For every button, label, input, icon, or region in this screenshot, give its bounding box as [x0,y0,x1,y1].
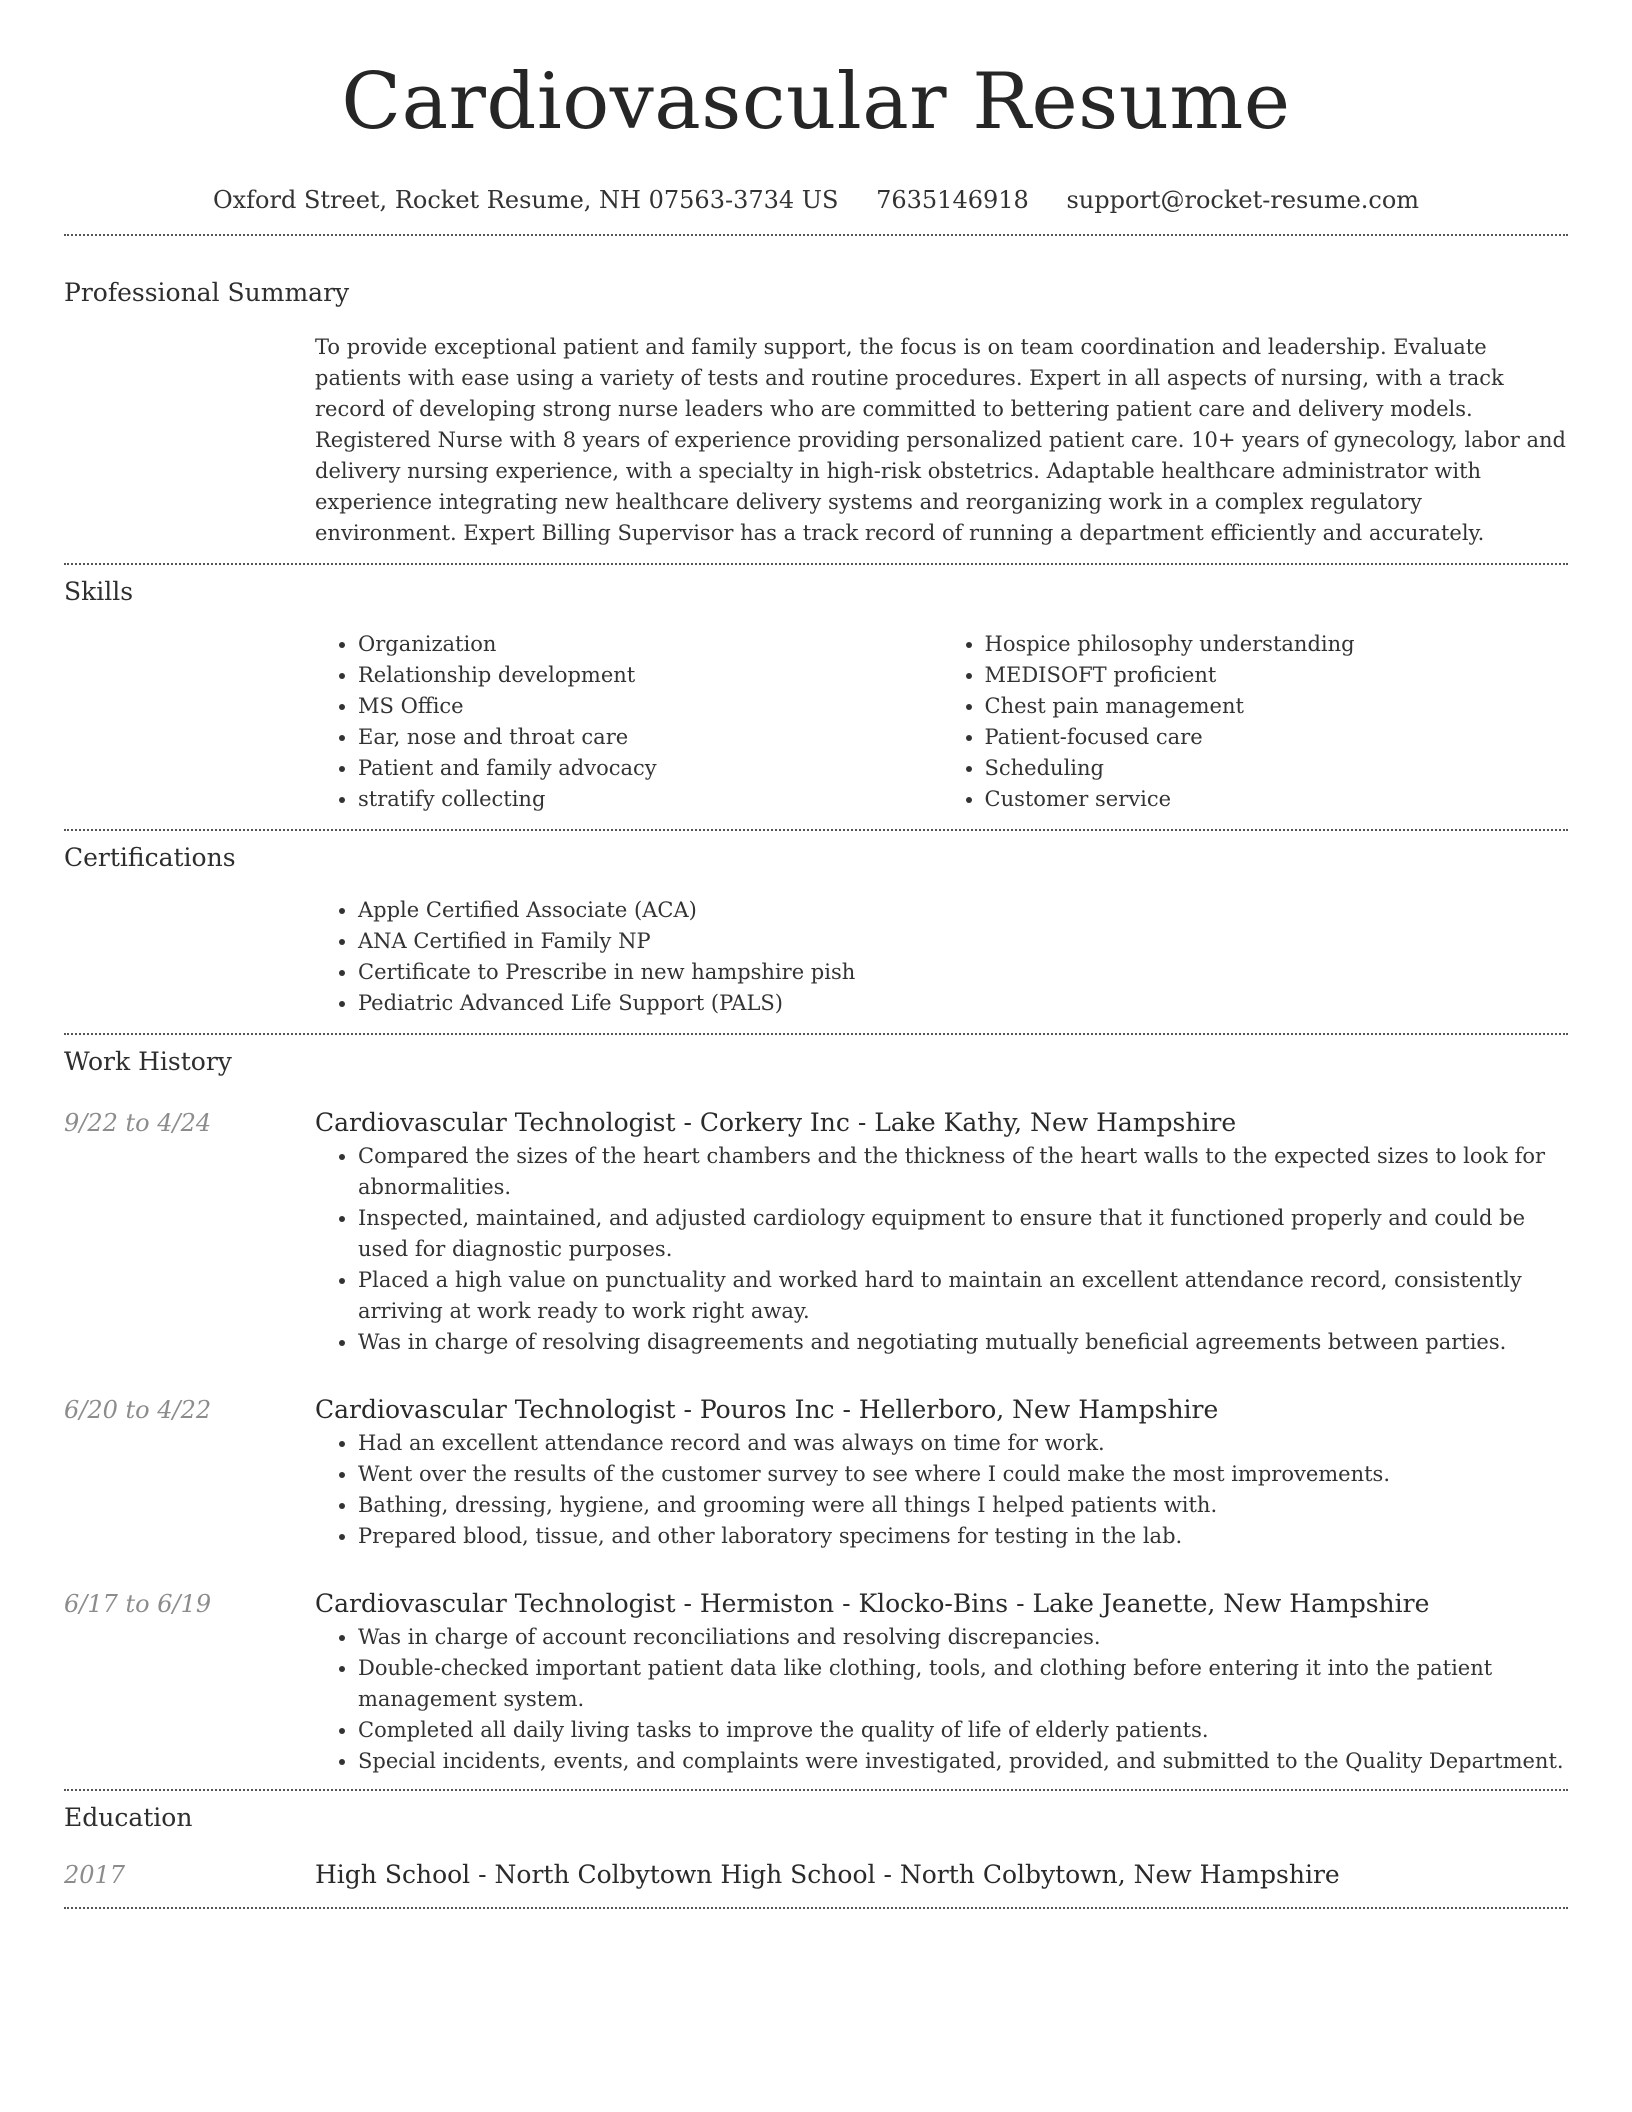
job-entry [64,1105,1568,1358]
certifications-list [315,895,1568,1019]
skill-item: • Customer service [985,784,1569,815]
skill-item: • Chest pain management [985,691,1569,722]
work-history-heading: Work History [64,1047,232,1076]
job-bullet: • Completed all daily living tasks to improve the quality of life of elderly patients. [358,1715,1568,1746]
contact-address: Oxford Street, Rocket Resume, NH 07563-3734 US [212,186,839,214]
skill-item: • Hospice philosophy understanding [985,629,1569,660]
certification-item: • Pediatric Advanced Life Support (PALS) [358,988,1568,1019]
skill-item: • stratify collecting [358,784,942,815]
job-entry [64,1392,1568,1552]
job-bullet: • Inspected, maintained, and adjusted cardiology equipment to ensure that it functioned properly and could be used for diagnostic purposes. [358,1203,1568,1265]
job-dates: 6/20 to 4/22 [64,1396,212,1424]
skill-item: • Scheduling [985,753,1569,784]
education-year: 2017 [64,1861,126,1889]
job-dates: 9/22 to 4/24 [64,1109,212,1137]
skill-item: • Ear, nose and throat care [358,722,942,753]
skill-item: • Relationship development [358,660,942,691]
skills-section [64,565,1568,815]
skill-item: • MS Office [358,691,942,722]
certifications-section [64,831,1568,1019]
summary-text: To provide exceptional patient and family support, the focus is on team coordination and leadership. Evaluate patients with ease using a variety of tests and routine procedures. Expert in all aspects of nursing, with a track record of developing strong nurse leaders who are committed to bettering patient care and delivery models. Registered Nurse with 8 years of experience providing personalized patient care. 10+ years of gynecology, labor and delivery nursing experience, with a specialty in high-risk obstetrics. Adaptable healthcare administrator with experience integrating new healthcare delivery systems and reorganizing work in a complex regulatory environment. Expert Billing Supervisor has a track record of running a department efficiently and accurately. [315,335,1566,545]
job-bullets [315,1622,1568,1777]
job-dates: 6/17 to 6/19 [64,1590,212,1618]
job-bullet: • Placed a high value on punctuality and worked hard to maintain an excellent attendance record, consistently arriving at work ready to work right away. [358,1265,1568,1327]
resume-title: Cardiovascular Resume [341,57,1291,147]
job-bullet: • Compared the sizes of the heart chambers and the thickness of the heart walls to the expected sizes to look for abnormalities. [358,1141,1568,1203]
skills-column-right [942,629,1569,815]
job-bullet: • Went over the results of the customer survey to see where I could make the most improvements. [358,1459,1568,1490]
job-bullet: • Was in charge of resolving disagreements and negotiating mutually beneficial agreements between parties. [358,1327,1568,1358]
job-bullet: • Prepared blood, tissue, and other laboratory specimens for testing in the lab. [358,1521,1568,1552]
job-title: Cardiovascular Technologist - Hermiston - Klocko-Bins - Lake Jeanette, New Hampshire [315,1589,1430,1618]
certification-item: • Certificate to Prescribe in new hampshire pish [358,957,1568,988]
job-bullet: • Was in charge of account reconciliations and resolving discrepancies. [358,1622,1568,1653]
job-title: Cardiovascular Technologist - Pouros Inc - Hellerboro, New Hampshire [315,1395,1219,1424]
contact-line [64,184,1568,216]
skill-item: • MEDISOFT proficient [985,660,1569,691]
skills-column-left [315,629,942,815]
skill-item: • Organization [358,629,942,660]
summary-section [64,236,1568,549]
certifications-heading: Certifications [64,843,236,872]
education-section [64,1791,1568,1893]
job-title: Cardiovascular Technologist - Corkery Inc - Lake Kathy, New Hampshire [315,1108,1237,1137]
education-title: High School - North Colbytown High School - North Colbytown, New Hampshire [315,1860,1340,1889]
job-bullets [315,1141,1568,1358]
skill-item: • Patient and family advocacy [358,753,942,784]
job-bullet: • Special incidents, events, and complaints were investigated, provided, and submitted to the Quality Department. [358,1746,1568,1777]
certification-item: • ANA Certified in Family NP [358,926,1568,957]
certification-item: • Apple Certified Associate (ACA) [358,895,1568,926]
job-bullet: • Bathing, dressing, hygiene, and grooming were all things I helped patients with. [358,1490,1568,1521]
job-bullet: • Had an excellent attendance record and was always on time for work. [358,1428,1568,1459]
summary-heading: Professional Summary [64,278,350,307]
skills-heading: Skills [64,577,134,606]
job-entry [64,1586,1568,1777]
divider [64,1907,1568,1909]
skills-list [315,629,1568,815]
job-bullets [315,1428,1568,1552]
skill-item: • Patient-focused care [985,722,1569,753]
job-bullet: • Double-checked important patient data like clothing, tools, and clothing before entering it into the patient management system. [358,1653,1568,1715]
contact-phone: 7635146918 [876,186,1029,214]
education-heading: Education [64,1803,193,1832]
contact-email: support@rocket-resume.com [1066,186,1420,214]
work-history-section [64,1035,1568,1777]
education-entry [64,1857,1568,1893]
